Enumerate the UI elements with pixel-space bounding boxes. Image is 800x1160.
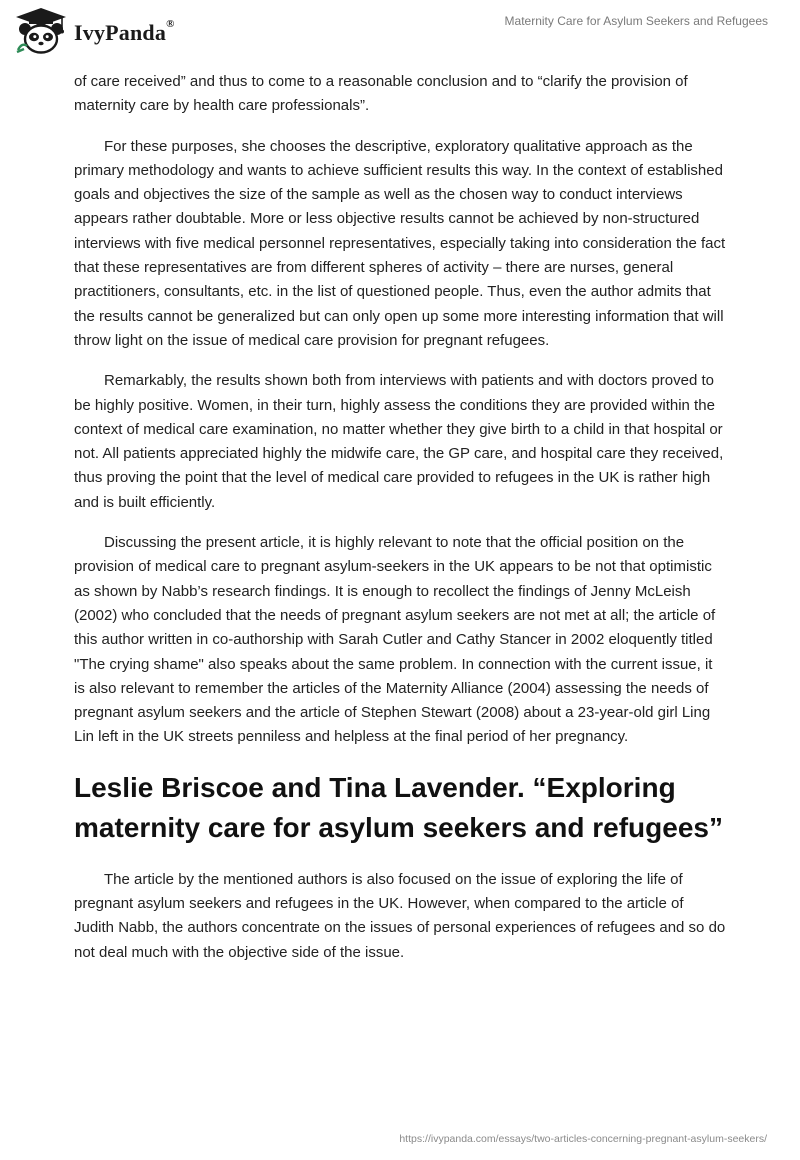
paragraph-results: Remarkably, the results shown both from interviews with patients and with doctors proved to be highly positive. Women, in their turn, highly assess the conditions they are provided within the context of medical care examination, no matter whether they give birth to a child in that hospital or not. All patients appreciated highly the midwife care, the GP care, and hospital care they received, thus proving the point that the level of medical care provided to refugees in the UK is rather high and is built efficiently.: [74, 372, 724, 511]
document-title: Maternity Care for Asylum Seekers and Refugees: [504, 14, 768, 28]
registered-mark: ®: [166, 18, 175, 30]
page-header: [0, 0, 800, 64]
brand-name-text: IvyPanda: [74, 20, 167, 45]
paragraph-methodology: For these purposes, she chooses the descriptive, exploratory qualitative approach as the primary methodology and wants to achieve sufficient results this way. In the context of established goals and objectives the size of the sample as well as the chosen way to conduct interviews appears rather doubtable. More or less objective results cannot be achieved by non-structured interviews with five medical personnel representatives, especially taking into consideration the fact that these representatives are from different spheres of activity – there are nurses, general practitioners, consultants, etc. in the list of questioned people. Thus, even the author admits that the results cannot be generalized but can only open up some more interesting information that will throw light on the issue of medical care provision for pregnant refugees.: [74, 137, 726, 349]
brand-logo[interactable]: [12, 6, 175, 56]
paragraph-briscoe-article: The article by the mentioned authors is also focused on the issue of exploring the life of pregnant asylum seekers and refugees in the UK. However, when compared to the article of Judith Nabb, the authors concentrate on the issues of personal experiences of refugees and so do not deal much with the objective side of the issue.: [74, 870, 726, 961]
paragraph-discussion: Discussing the present article, it is highly relevant to note that the official position on the provision of medical care to pregnant asylum-seekers in the UK appears to be not that optimistic as shown by Nabb’s research findings. It is enough to recollect the findings of Jenny McLeish (2002) who concluded that the needs of pregnant asylum seekers are not met at all; the article of this author written in co-authorship with Sarah Cutler and Cathy Stancer in 2002 eloquently titled "The crying shame" also speaks about the same problem. In connection with the current issue, it is also relevant to remember the articles of the Maternity Alliance (2004) assessing the needs of pregnant asylum seekers and the article of Stephen Stewart (2008) about a 23-year-old girl Ling Lin left in the UK streets penniless and helpless at the final period of her pregnancy.: [74, 534, 716, 746]
source-url[interactable]: https://ivypanda.com/essays/two-articles-concerning-pregnant-asylum-seekers/: [399, 1133, 767, 1145]
brand-name: [74, 20, 175, 46]
section-heading: Leslie Briscoe and Tina Lavender. “Exploring maternity care for asylum seekers and refugees”: [74, 771, 723, 843]
essay-body: [74, 70, 726, 981]
paragraph-continued: of care received” and thus to come to a reasonable conclusion and to “clarify the provision of maternity care by health care professionals”.: [74, 73, 688, 115]
panda-graduate-icon: [12, 6, 70, 56]
